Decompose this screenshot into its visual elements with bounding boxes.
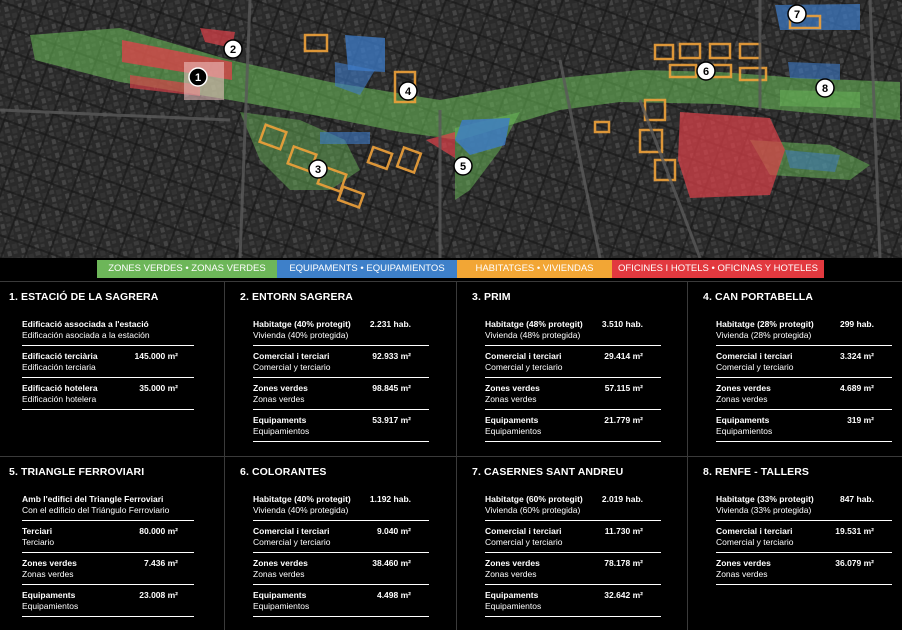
stat-value: 4.689 m² [839, 383, 874, 393]
marker-4[interactable] [399, 82, 417, 100]
stat-label: Habitatge (40% protegit) [253, 494, 351, 504]
stat-row [253, 587, 429, 617]
stat-row [253, 316, 429, 346]
stat-label: Zones verdes [716, 558, 771, 568]
stat-sublabel: Zonas verdes [253, 569, 305, 579]
stat-sublabel: Comercial y terciario [253, 362, 331, 372]
stat-sublabel: Zonas verdes [485, 569, 537, 579]
stat-row [253, 491, 429, 521]
stat-row [22, 491, 194, 521]
stat-label: Zones verdes [716, 383, 771, 393]
stat-row [253, 348, 429, 378]
stat-label: Zones verdes [485, 383, 540, 393]
panel-title: 7. CASERNES SANT ANDREU [472, 466, 624, 478]
stat-label: Edificació terciària [22, 351, 98, 361]
stat-row [22, 316, 194, 346]
project-panel [231, 457, 456, 624]
stat-label: Equipaments [485, 415, 539, 425]
red-zone-renfe [678, 112, 785, 198]
legend-red: OFICINES I HOTELS • OFICINAS Y HOTELES [612, 260, 824, 278]
stat-sublabel: Con el edificio del Triángulo Ferroviario [22, 505, 170, 515]
marker-2-label: 2 [229, 44, 237, 56]
stat-sublabel: Equipamientos [485, 426, 542, 436]
stat-value: 38.460 m² [372, 558, 411, 568]
marker-3-label: 3 [314, 164, 322, 176]
stat-label: Equipaments [22, 590, 76, 600]
stat-label: Comercial i terciari [485, 526, 562, 536]
stat-value: 32.642 m² [604, 590, 643, 600]
stat-label: Habitatge (40% protegit) [253, 319, 351, 329]
marker-8[interactable] [816, 79, 834, 97]
legend-blue: EQUIPAMENTS • EQUIPAMIENTOS [277, 260, 457, 278]
legend-green: ZONES VERDES • ZONAS VERDES [97, 260, 277, 278]
marker-8-label: 8 [821, 83, 829, 95]
stat-sublabel: Zonas verdes [253, 394, 305, 404]
stat-value: 29.414 m² [604, 351, 643, 361]
stat-value: 9.040 m² [376, 526, 411, 536]
stat-label: Equipaments [485, 590, 539, 600]
panel-title: 3. PRIM [472, 291, 511, 303]
stat-value: 2.019 hab. [601, 494, 643, 504]
stat-value: 23.008 m² [139, 590, 178, 600]
panel-title: 2. ENTORN SAGRERA [240, 291, 353, 303]
stat-sublabel: Equipamientos [485, 601, 542, 611]
stat-row [485, 316, 661, 346]
stat-value: 3.510 hab. [601, 319, 643, 329]
stat-row [485, 555, 661, 585]
stat-label: Equipaments [253, 590, 307, 600]
stat-row [716, 316, 892, 346]
stat-label: Comercial i terciari [253, 351, 330, 361]
stat-row [485, 380, 661, 410]
panel-title: 4. CAN PORTABELLA [703, 291, 814, 303]
stat-label: Habitatge (33% protegit) [716, 494, 814, 504]
marker-1[interactable] [189, 68, 207, 86]
marker-6-label: 6 [702, 66, 710, 78]
marker-7-label: 7 [793, 9, 801, 21]
stat-sublabel: Zonas verdes [22, 569, 74, 579]
stat-row [716, 348, 892, 378]
stat-sublabel: Edificación hotelera [22, 394, 97, 404]
stat-value: 36.079 m² [835, 558, 874, 568]
stat-value: 7.436 m² [143, 558, 178, 568]
stat-sublabel: Edificación asociada a la estación [22, 330, 150, 340]
stat-value: 1.192 hab. [369, 494, 411, 504]
stat-label: Zones verdes [253, 558, 308, 568]
stat-value: 145.000 m² [134, 351, 178, 361]
marker-4-label: 4 [404, 86, 412, 98]
stat-sublabel: Vivienda (48% protegida) [485, 330, 581, 340]
stat-sublabel: Comercial y terciario [716, 362, 794, 372]
stat-value: 19.531 m² [835, 526, 874, 536]
stat-label: Comercial i terciari [253, 526, 330, 536]
project-panel [694, 282, 902, 449]
stat-label: Comercial i terciari [485, 351, 562, 361]
stat-value: 3.324 m² [839, 351, 874, 361]
column-divider [687, 281, 688, 630]
stat-value: 2.231 hab. [369, 319, 411, 329]
stat-sublabel: Zonas verdes [485, 394, 537, 404]
stat-label: Zones verdes [485, 558, 540, 568]
stat-sublabel: Terciario [22, 537, 55, 547]
stat-sublabel: Vivienda (28% protegida) [716, 330, 812, 340]
stat-sublabel: Vivienda (60% protegida) [485, 505, 581, 515]
marker-3[interactable] [309, 160, 327, 178]
stat-sublabel: Comercial y terciario [485, 537, 563, 547]
stat-label: Zones verdes [253, 383, 308, 393]
project-panel [694, 457, 902, 624]
stat-value: 4.498 m² [376, 590, 411, 600]
marker-6[interactable] [697, 62, 715, 80]
stat-label: Zones verdes [22, 558, 77, 568]
stat-row [716, 412, 892, 442]
stat-value: 299 hab. [839, 319, 874, 329]
project-panel [463, 282, 687, 449]
stat-value: 11.730 m² [604, 526, 643, 536]
column-divider [224, 281, 225, 630]
stat-sublabel: Equipamientos [716, 426, 773, 436]
marker-5-label: 5 [459, 161, 467, 173]
stat-row [22, 555, 194, 585]
stat-label: Edificació associada a l'estació [22, 319, 149, 329]
stat-row [22, 348, 194, 378]
stat-value: 21.779 m² [604, 415, 643, 425]
stat-row [253, 555, 429, 585]
stat-sublabel: Equipamientos [253, 601, 310, 611]
stat-row [22, 587, 194, 617]
column-divider [456, 281, 457, 630]
stat-sublabel: Comercial y terciario [716, 537, 794, 547]
stat-label: Habitatge (28% protegit) [716, 319, 814, 329]
stat-row [253, 412, 429, 442]
project-panel [0, 457, 224, 624]
stat-value: 78.178 m² [604, 558, 643, 568]
stat-row [716, 491, 892, 521]
stat-label: Habitatge (60% protegit) [485, 494, 583, 504]
marker-7[interactable] [788, 5, 806, 23]
stat-row [716, 380, 892, 410]
stat-value: 98.845 m² [372, 383, 411, 393]
stat-label: Amb l'edifici del Triangle Ferroviari [22, 494, 164, 504]
stat-sublabel: Zonas verdes [716, 394, 768, 404]
stat-label: Terciari [22, 526, 53, 536]
stat-sublabel: Comercial y terciario [253, 537, 331, 547]
stat-sublabel: Zonas verdes [716, 569, 768, 579]
stat-value: 53.917 m² [372, 415, 411, 425]
marker-1-label: 1 [194, 72, 202, 84]
stat-label: Equipaments [716, 415, 770, 425]
stat-row [485, 587, 661, 617]
stat-row [485, 523, 661, 553]
stat-row [716, 523, 892, 553]
stat-value: 92.933 m² [372, 351, 411, 361]
aerial-map [0, 0, 902, 258]
project-panel [231, 282, 456, 449]
stat-label: Equipaments [253, 415, 307, 425]
stat-label: Edificació hotelera [22, 383, 98, 393]
stat-sublabel: Vivienda (40% protegida) [253, 505, 349, 515]
stat-label: Comercial i terciari [716, 351, 793, 361]
stat-row [22, 523, 194, 553]
stat-sublabel: Equipamientos [253, 426, 310, 436]
marker-2[interactable] [224, 40, 242, 58]
stat-row [485, 412, 661, 442]
stat-value: 35.000 m² [139, 383, 178, 393]
stat-label: Habitatge (48% protegit) [485, 319, 583, 329]
stat-sublabel: Equipamientos [22, 601, 79, 611]
stat-value: 80.000 m² [139, 526, 178, 536]
stat-row [22, 380, 194, 410]
stat-value: 57.115 m² [604, 383, 643, 393]
stat-sublabel: Comercial y terciario [485, 362, 563, 372]
project-panel [0, 282, 224, 449]
legend-orange: HABITATGES • VIVIENDAS [457, 260, 612, 278]
stat-value: 847 hab. [839, 494, 874, 504]
stat-row [716, 555, 892, 585]
stat-row [485, 491, 661, 521]
project-panel [463, 457, 687, 624]
stat-row [485, 348, 661, 378]
stat-value: 319 m² [847, 415, 874, 425]
panel-title: 1. ESTACIÓ DE LA SAGRERA [9, 291, 159, 303]
panel-title: 6. COLORANTES [240, 466, 327, 478]
stat-label: Comercial i terciari [716, 526, 793, 536]
stat-row [253, 380, 429, 410]
marker-5[interactable] [454, 157, 472, 175]
panel-title: 5. TRIANGLE FERROVIARI [9, 466, 145, 478]
stat-sublabel: Vivienda (33% protegida) [716, 505, 812, 515]
stat-row [253, 523, 429, 553]
stat-sublabel: Edificación terciaria [22, 362, 96, 372]
stat-sublabel: Vivienda (40% protegida) [253, 330, 349, 340]
panel-title: 8. RENFE - TALLERS [703, 466, 810, 478]
